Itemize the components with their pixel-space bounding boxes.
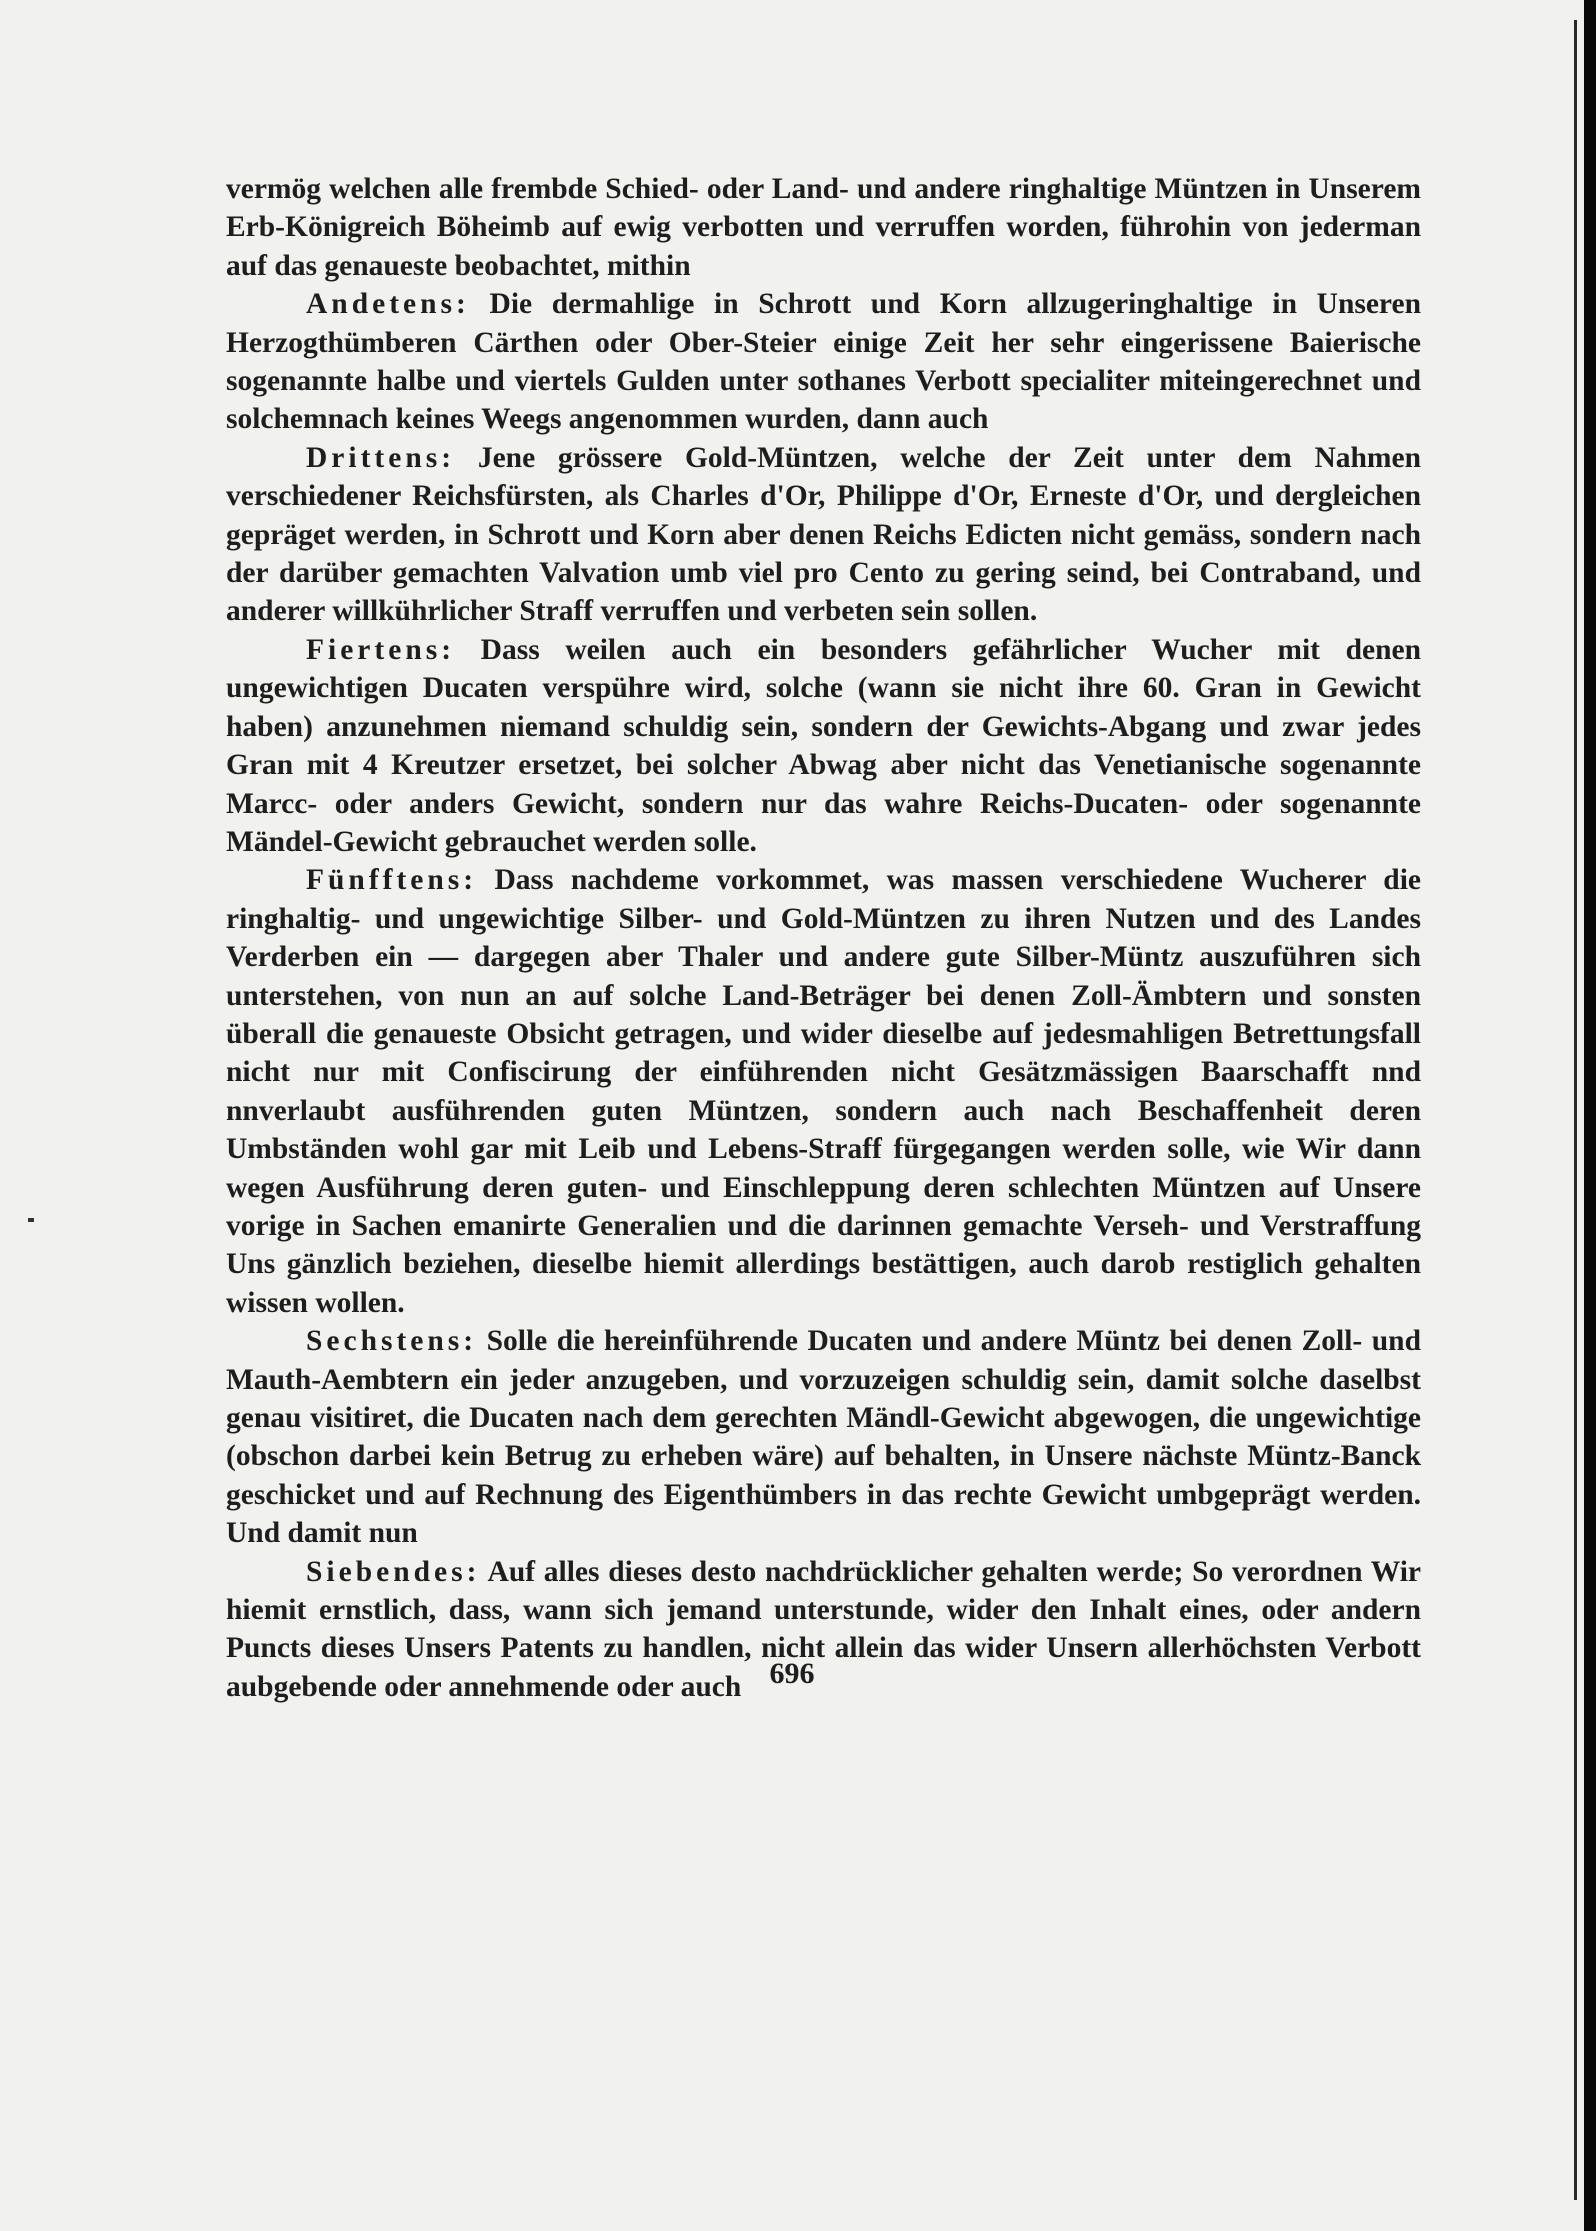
paragraph-7-text: Auf alles dieses desto nachdrücklicher gehalten werde; So verordnen Wir hiemit ernstlich, dass, wann sich jemand unterstunde, wider den Inhalt eines, oder andern Puncts dieses Unsers Patents zu handlen, nicht allein das wider Unsern allerhöchsten Verbott aubgebende oder annehmende oder auch [226, 1555, 1421, 1703]
page-number: 696 [769, 1657, 815, 1690]
paragraph-4-heading: Fiertens: [306, 633, 456, 666]
paragraph-1 [226, 170, 1421, 285]
paragraph-5 [226, 861, 1421, 1322]
paragraph-4-text: Dass weilen auch ein besonders gefährlicher Wucher mit denen ungewichtigen Ducaten verspühre wird, solche (wann sie nicht ihre 60. Gran in Gewicht haben) anzunehmen niemand schuldig sein, sondern der Gewichts-Abgang und zwar jedes Gran mit 4 Kreutzer ersetzet, bei solcher Abwag aber nicht das Venetianische sogenannte Marcc- oder anders Gewicht, sondern nur das wahre Reichs-Ducaten- oder sogenannte Mändel-Gewicht gebrauchet werden solle. [226, 633, 1422, 858]
paragraph-3 [226, 439, 1421, 631]
paragraph-7-heading: Siebendes: [306, 1555, 481, 1588]
paragraph-5-text: Dass nachdeme vorkommet, was massen verschiedene Wucherer die ringhaltig- und ungewichtige Silber- und Gold-Müntzen zu ihren Nutzen und des Landes Verderben ein — dargegen aber Thaler und andere gute Silber-Müntz auszuführen sich unterstehen, von nun an auf solche Land-Beträger bei denen Zoll-Ämbtern und sonsten überall die genaueste Obsicht getragen, und wider dieselbe auf jedesmahligen Betrettungsfall nicht nur mit Confiscirung der einführenden nicht Gesätzmässigen Baarschafft nnd nnverlaubt ausführenden guten Müntzen, sondern auch nach Beschaffenheit deren Umbständen wohl gar mit Leib und Lebens-Straff fürgegangen werden solle, wie Wir dann wegen Ausführung deren guten- und Einschleppung deren schlechten Müntzen auf Unsere vorige in Sachen emanirte Generalien und die darinnen gemachte Verseh- und Verstraffung Uns gänzlich beziehen, dieselbe hiemit allerdings bestättigen, auch darob restiglich gehalten wissen wollen. [226, 864, 1421, 1319]
scan-speck [28, 1218, 34, 1222]
scan-edge-line [1574, 20, 1577, 2200]
paragraph-3-heading: Drittens: [306, 441, 456, 474]
paragraph-1-text: vermög welchen alle frembde Schied- oder Land- und andere ringhaltige Müntzen in Unserem Erb-Königreich Böheimb auf ewig verbotten und verruffen worden, führohin von jederman auf das genaueste beobachtet, mithin [226, 173, 1421, 282]
paragraph-2-heading: Andetens: [306, 288, 470, 321]
paragraph-5-heading: Fünfftens: [306, 864, 478, 897]
scan-border [1584, 0, 1596, 2231]
paragraph-3-text: Jene grössere Gold-Müntzen, welche der Zeit unter dem Nahmen verschiedener Reichsfürsten, als Charles d'Or, Philippe d'Or, Erneste d'Or, und dergleichen gepräget werden, in Schrott und Korn aber denen Reichs Edicten nicht gemäss, sondern nach der darüber gemachten Valvation umb viel pro Cento zu gering seind, bei Contraband, und anderer willkührlicher Straff verruffen und verbeten sein sollen. [226, 441, 1422, 628]
paragraph-2 [226, 285, 1421, 439]
paragraph-2-text: Die dermahlige in Schrott und Korn allzugeringhaltige in Unseren Herzogthümberen Cärthen oder Ober-Steier einige Zeit her sehr eingerissene Baierische sogenannte halbe und viertels Gulden unter sothanes Verbott specialiter miteingerechnet und solchemnach keines Weegs angenommen wurden, dann auch [226, 288, 1421, 436]
paragraph-6-heading: Sechstens: [306, 1325, 478, 1358]
body-text [226, 170, 1421, 1706]
paragraph-6 [226, 1322, 1421, 1552]
paragraph-4 [226, 631, 1421, 861]
paragraph-6-text: Solle die hereinführende Ducaten und andere Müntz bei denen Zoll- und Mauth-Aembtern ein jeder anzugeben, und vorzuzeigen schuldig sein, damit solche daselbst genau visitiret, die Ducaten nach dem gerechten Mändl-Gewicht abgewogen, die ungewichtige (obschon darbei kein Betrug zu erheben wäre) auf behalten, in Unsere nächste Müntz-Banck geschicket und auf Rechnung des Eigenthümbers in das rechte Gewicht umbgeprägt werden. Und damit nun [226, 1325, 1421, 1550]
